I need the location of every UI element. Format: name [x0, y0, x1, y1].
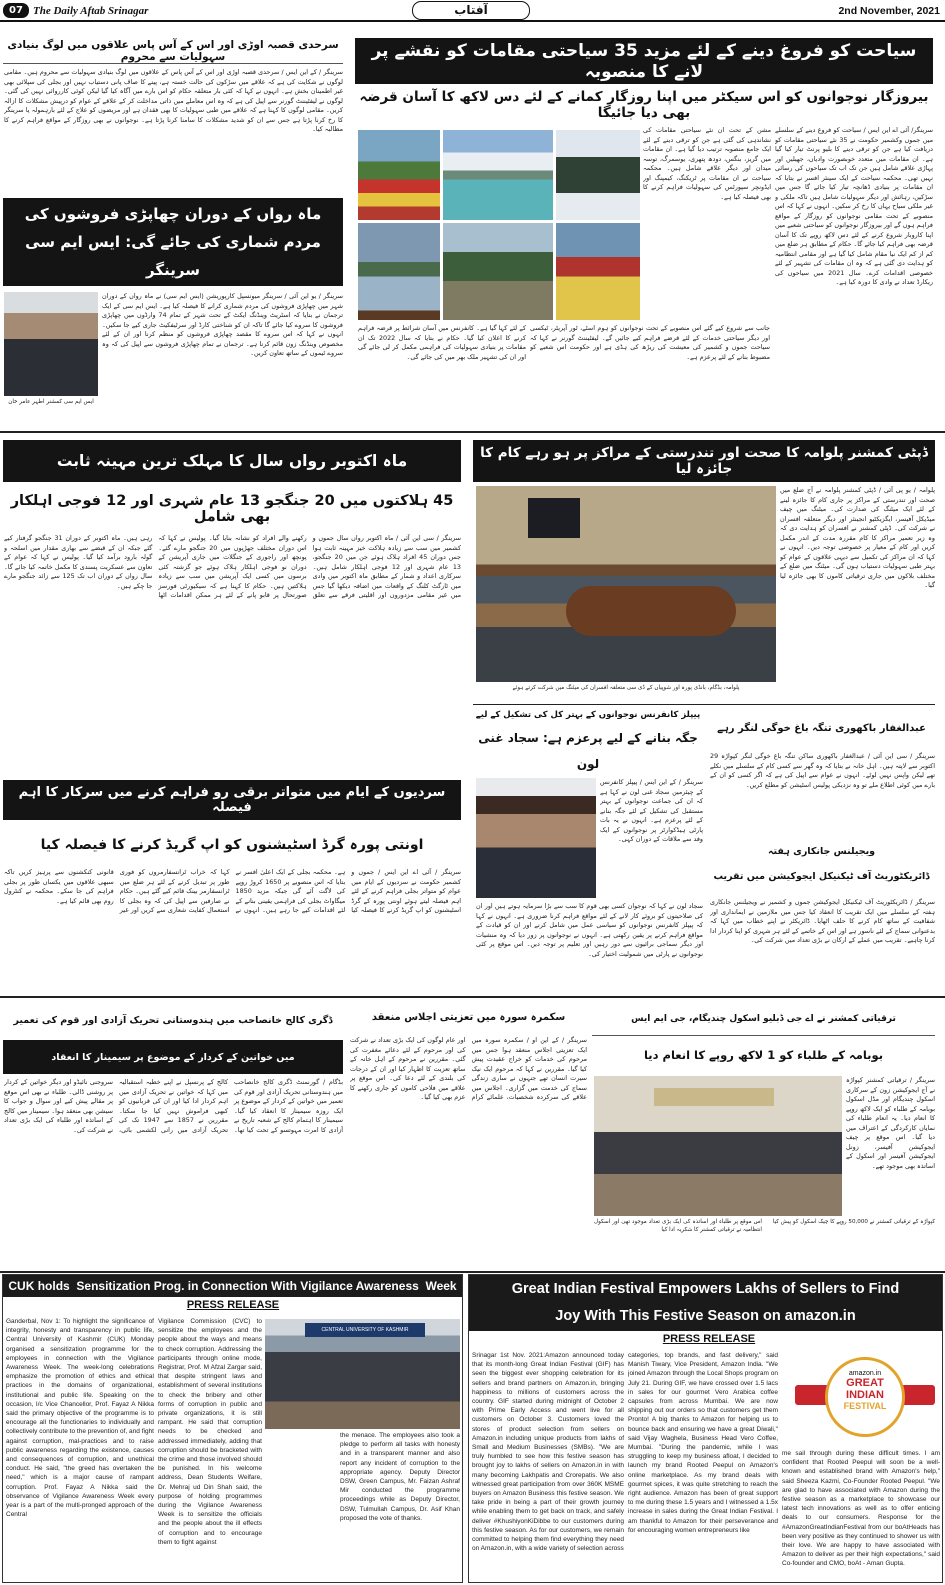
tourism-subhead: بیروزگار نوجوانوں کو اس سیکٹر میں اپنا روزگار کمانے کے لئے دس لاکھ کا آسان قرضہ بھی دیا جائیگا [359, 89, 929, 121]
meeting-table [566, 586, 736, 636]
great-indian-festival-logo [795, 1355, 935, 1445]
amazon-label: PRESS RELEASE [662, 1333, 756, 1345]
amazon-headline-line2: Joy With This Festive Season on amazon.in [555, 1308, 856, 1324]
shikara-field-photo [556, 223, 640, 320]
dc-meeting-photo [476, 486, 776, 682]
peoples-conf-headline-line1: پیپلز کانفرنس نوجوانوں کے بہتر کل کی تشکیل کے لیے [475, 710, 701, 720]
vigilance-urdu-headline-line1: ویجیلنس جانکاری ہفتہ [767, 846, 876, 857]
dc-pulwama-body: پلوامہ / یو پی آئی / ڈپٹی کمشنر پلوامہ نے آج ضلع میں صحت اور تندرستی کے مراکز پر جاری کام کا جائزہ لینے کے لئے ایک میٹنگ کی صدارت کی۔ میٹنگ میں چیف میڈیکل آفیسر، ایگزیکٹیو انجینئر اور دیگر متعلقہ افسران نے شرکت کی۔ ڈپٹی کمشنر نے افسران کو ہدایت دی کہ وہ زیر تعمیر مراکز کا کام مقررہ مدت کے اندر مکمل کریں اور کام کے معیار پر خصوصی توجہ دیں۔ انہوں نے کہا کہ ان مراکز کی تکمیل سے دیہی علاقوں کے عوام کو بہتر طبی سہولیات دستیاب ہوں گی۔ میٹنگ میں ضلع کے مختلف بلاکوں میں جاری ترقیاتی کاموں کا بھی جائزہ لیا گیا۔ [780, 486, 935, 589]
chandigam-photo-caption-right: کپواڑہ کے ترقیاتی کمشنر نے 50,000 روپے کا چیک اسکول کو پیش کیا [772, 1219, 935, 1225]
cuk-banner: CENTRAL UNIVERSITY OF KASHMIR [305, 1323, 425, 1337]
amazon-box [468, 1274, 943, 1583]
chandigam-photo-caption-left: اس موقع پر طلباء اور اساتذہ کی ایک بڑی تعداد موجود تھی اور اسکول انتظامیہ نے ترقیاتی کمشنر کا شکریہ ادا کیا [594, 1219, 762, 1233]
dc-pulwama-headline: ڈپٹی کمشنر پلوامہ کا صحت اور تندرستی کے مراکز پر ہو رہے کام کا جائزہ لیا [473, 440, 935, 482]
logo-amazon-text: amazon.in [848, 1370, 882, 1377]
degree-college-headline-line2: میں خواتین کے کردار کے موضوع پر سیمینار کا انعقاد [3, 1040, 343, 1074]
vendors-photo-caption: ایس ایم سی کمشنر اطہر عامر خان [8, 399, 94, 405]
tourism-body-bottom-right: جانب سے شروع کیے گئے اس منصوبے کے تحت نوجوانوں کو ہوم اسٹے، ٹور آپریٹر، ٹیکسی اور دیگر سیاحتی خدمات کے لئے قرضے فراہم کیے جائیں گے۔ لیفٹیننٹ گورنر نے کہا کہ سیاحت جموں و کشمیر کی معیشت کی ریڑھ کی ہڈی ہے اور حکومت اس شعبے کو مضبوط بنانے کے لئے پرعزم ہے۔ [530, 324, 770, 361]
chandigam-body: سرینگر / ترقیاتی کمشنر کپواڑہ نے آج ایجوکیشن زون کے سرکاری اسکول چندیگام اور مڈل اسکول بوبامہ کے طلباء کو ایک لاکھ روپے کا انعام دیا۔ یہ انعام طلباء کی نمایاں کارکردگی کے اعتراف میں دیا گیا۔ اس موقع پر چیف ایجوکیشن آفیسر، زونل ایجوکیشن آفیسر اور اسکول کے اساتذہ بھی موجود تھے۔ [846, 1076, 935, 1170]
abdul-ghaffar-headline: عبدالغفار باکھوری تنگہ باغ خوگی لنگر رہے [717, 722, 926, 734]
amazon-headline [469, 1275, 942, 1331]
cuk-event-photo [265, 1319, 460, 1429]
vendors-headline [3, 198, 343, 286]
chandigam-headline-line2: بوبامہ کے طلباء کو 1 لاکھ روپے کا انعام دیا [643, 1048, 884, 1062]
sajad-lone-photo [476, 778, 596, 898]
divider [0, 1271, 945, 1273]
masthead-logo: آفتاب [412, 1, 530, 20]
peoples-conf-headline [473, 708, 703, 774]
masthead [0, 0, 945, 22]
peoples-conf-body-top: سرینگر / کے این ایس / پیپلز کانفرنس کے چیئرمین سجاد غنی لون نے کہا ہے کہ ان کی جماعت نوجوانوں کے بہتر مستقبل کی تشکیل کے لئے جگہ بنانے کے لئے پرعزم ہے۔ انہوں نے یہ بات پارٹی ہیڈکوارٹر پر نوجوانوں کے ایک وفد سے ملاقات کے دوران کہی۔ [600, 778, 703, 843]
sukru-body: سرینگر / کے این او / سکمرہ سورہ میں ایک تعزیتی اجلاس منعقد ہوا جس میں مرحوم کی خدمات کو خراج عقیدت پیش کیا گیا۔ مقررین نے کہا کہ مرحوم ایک نیک سیرت انسان تھے جنہوں نے ساری زندگی سماج کی خدمت میں گزاری۔ اجلاس میں علاقے کی سرکردہ شخصیات، علمائے کرام اور عام لوگوں کی ایک بڑی تعداد نے شرکت کی اور مرحوم کے لئے دعائے مغفرت کی گئی۔ مقررین نے مرحوم کے اہل خانہ کے ساتھ تعزیت کا اظہار کیا اور ان کے درجات کی بلندی کے لئے دعا کی۔ اس موقع پر علاقے میں فلاحی کاموں کو جاری رکھنے کا عزم بھی کیا گیا۔ [350, 1036, 587, 1101]
logo-indian-text: INDIAN [846, 1389, 884, 1401]
meeting-screen [528, 498, 580, 538]
tourism-body-mid: مشن کے تحت ان نئے سیاحتی مقامات کی نشاندہی کی گئی ہے جن کو ترقی دینے کے لئے ایک جامع منصوبہ ترتیب دیا گیا ہے۔ ان مقامات میں گریز، بنگس، دودھ پتھری، یوسمرگ، توسہ میدان اور دیگر علاقے شامل ہیں۔ محکمہ سیاحت نے ان مقامات پر ٹریکنگ، کیمپنگ اور ایڈونچر سپورٹس کی سہولیات فراہم کرنے کا بھی فیصلہ کیا ہے۔ [643, 126, 771, 201]
amazon-col3: me sail through during these difficult times. I am confident that Rooted Peepul will soon be a well-known and established brand with Amazon's help," said Sheeza Kazmi, Co-Founder Rooted Peepul. "We are glad to have associated with Amazon during the festive season as a marketplace to showcase our latest tech innovations as well as to offer enticing deals to our consumers. Response for the #AmazonGreatIndianFestival from our boAtHeads has been very positive as they continued to shower us with their love. We are happy to have associated with Amazon to deliver as per their high expectations," said Co-founder and CMO, boAt - Aman Gupta. [782, 1450, 940, 1568]
valley-stream-photo [443, 223, 553, 320]
logo-festival-text: FESTIVAL [843, 1401, 887, 1411]
paper-name: The Daily Aftab Srinagar [33, 5, 149, 17]
cuk-col3: the menace. The employees also took a pledge to perform all tasks with honesty and in a transparent manner and also report any incident of corruption to the appropriate agency. Deputy Director DSW, Green Campus, Mr. Faizan Ashraf Mir conducted the programme proceedings while as Deputy Director, DSW, Tulmullah Campus, Dr. Asif Khan proposed the vote of thanks. [340, 1432, 460, 1522]
october-subhead: 45 ہلاکتوں میں 20 جنگجو 13 عام شہری اور 12 فوجی اہلکار بھی شامل [10, 493, 454, 525]
power-subhead: اونتی پورہ گرڈ اسٹیشنوں کو اپ گریڈ کرنے کا فیصلہ کیا [40, 837, 424, 853]
degree-college-headline-line1: ڈگری کالج خانصاحب میں ہندوستانی تحریک آزادی اور قوم کی تعمیر [13, 1014, 333, 1026]
dc-pulwama-photo-caption: پلوامہ، بڈگام، بانڈی پورہ اور شوپیاں کے ڈی سی متعلقہ افسران کی میٹنگ میں شرکت کرتے ہوئے [512, 685, 740, 691]
tourism-body-bottom-left: کے لئے کہا گیا ہے۔ کانفرنس میں آسان شرائط پر قرضہ فراہم کرنے کا اعلان کیا گیا۔ حکام نے بتایا کہ سال 2022 تک ان مقامات پر بنیادی سہولیات کی فراہمی مکمل کر لی جائے گی اور ان کی تشہیر ملک بھر میں کی جائے گی۔ [358, 324, 526, 361]
boat-lake-photo [358, 223, 440, 320]
logo-great-text: GREAT [846, 1377, 884, 1389]
divider [0, 996, 945, 998]
tourism-body-right: سرینگر/ آئی اے این ایس / سیاحت کو فروغ دینے کے سلسلے میں جموں وکشمیر حکومت نے 35 نئے سیاحتی مقامات کو دریافت کیا ہے جن کو ترقی دینے کا بلیو پرنٹ تیار کیا گیا ہے۔ ان مقامات میں متعدد خوبصورت وادیاں، جھیلیں اور پہاڑی علاقے شامل ہیں جن تک اب تک سیاحوں کی رسائی نہیں تھی۔ محکمہ سیاحت کے ایک سینئر افسر نے بتایا کہ ان مقامات پر بنیادی ڈھانچہ تیار کیا جائے گا جس میں سڑکیں، رہائش اور دیگر سہولیات شامل ہیں تاکہ ملکی و غیر ملکی سیاح یہاں کا رخ کر سکیں۔ انہوں نے کہا کہ اس منصوبے کے تحت مقامی نوجوانوں کو روزگار کے مواقع فراہم ہوں گے اور بیروزگار نوجوانوں کو سیاحتی شعبے میں اپنا کاروبار شروع کرنے کے لئے دس لاکھ روپے تک کا آسان قرضہ بھی فراہم کیا جائے گا۔ حکام کے مطابق ہر ضلع میں کم از کم ایک نیا مقام شامل کیا گیا ہے اور مقامی انتظامیہ کو ہدایت دی گئی ہے کہ وہ ان مقامات کی تشہیر کے لئے خصوصی اقدامات کرے۔ سال 2021 میں سیاحوں کی ریکارڈ تعداد نے وادی کا دورہ کیا ہے۔ [775, 126, 933, 286]
students-award-photo [594, 1076, 842, 1216]
cuk-col1: Ganderbal, Nov 1: To highlight the significance of integrity, honesty and transparency in public life, Central University of Kashmir (CUK) Monday organised a sensitization programme for the employees in connection with the Vigilance Awareness Week. The week-long celebrations emphasize the promotion of ethics and ethical practices in the domains of organizational, institutional and public life. Speaking on the occasion, I/c Vice Chancellor, Prof. Fayaz A Nikka said the primary objective of the programme is to encourage all the functionaries to individually and collectively contribute to the prevention of, and fight against corruption, mal-practices and to raise public awareness regarding the existence, causes and consequences of corruption, and unethical conduct. He said, "the greed has overtaken the need," which is a major cause of rampant corruption. Prof. Fayaz A Nikka said the observance of Vigilance Awareness Week every year is a part of the multi-pronged approach of the Central [6, 1318, 154, 1519]
logo-circle [825, 1357, 905, 1437]
october-headline: ماہ اکتوبر رواں سال کا مہلک ترین مہینہ ثابت [3, 440, 461, 482]
vendors-body: سرینگر / یو این آئی / سرینگر میونسپل کارپوریشن (ایس ایم سی) نے ماہ رواں کے دوران شہر میں چھاپڑی فروشوں کی مردم شماری کرانے کا فیصلہ کیا ہے۔ ایس ایم سی کے ایک ترجمان نے بتایا کہ اسٹریٹ وینڈنگ ایکٹ کے تحت شہر کے تمام 74 وارڈوں میں چھاپڑی فروشوں کا سروے کیا جائے گا تاکہ ان کو شناختی کارڈ اور سرٹیفکیٹ جاری کیے جا سکیں۔ انہوں نے کہا کہ اس سروے کا مقصد چھاپڑی فروشوں کو منظم کرنا اور ان کے لئے مخصوص وینڈنگ زون قائم کرنا ہے۔ ترجمان نے تمام چھاپڑی فروشوں سے اپیل کی کہ وہ سروے ٹیموں کے ساتھ تعاون کریں۔ [102, 292, 343, 357]
basic-facilities-body: سرینگر / کے این ایس / سرحدی قصبہ اوڑی اور اس کے آس پاس کے علاقوں میں لوگ بنیادی سہولیات سے محروم ہیں۔ مقامی لوگوں نے شکایت کی ہے کہ علاقے میں سڑکوں کی حالت خستہ ہے، پینے کا صاف پانی دستیاب نہیں اور بجلی کی سپلائی بھی غیر اطمینان بخش ہے۔ انہوں نے کہا کہ کئی بار متعلقہ حکام کو اس بارے میں آگاہ کیا گیا لیکن کوئی کارروائی نہیں کی گئی۔ لوگوں نے لیفٹیننٹ گورنر سے اپیل کی ہے کہ وہ اس معاملے میں ذاتی مداخلت کر کے علاقے کے عوام کو درپیش مشکلات کا ازالہ کریں۔ مقامی لوگوں کا کہنا ہے کہ علاقے میں طبی سہولیات کا بھی فقدان ہے اور مریضوں کو علاج کے لئے بارہمولہ یا سرینگر کا رخ کرنا پڑتا ہے جس سے ان کو شدید مشکلات کا سامنا کرنا پڑتا ہے۔ نوجوانوں نے بھی روزگار کے مواقع فراہم کرنے کا مطالبہ کیا۔ [4, 68, 343, 133]
snow-forest-photo [556, 130, 640, 220]
tourism-photo-collage [358, 130, 640, 320]
power-headline: سردیوں کے ایام میں متواتر برقی رو فراہم کرنے میں سرکار کا اہم فیصلہ [3, 780, 461, 820]
degree-college-body: بڈگام / گورنمنٹ ڈگری کالج خانصاحب میں ہندوستانی تحریک آزادی اور قوم کی تعمیر میں خواتین کے کردار کے موضوع پر ایک روزہ سیمینار کا انعقاد کیا گیا۔ سیمینار کا اہتمام کالج کے شعبہ تاریخ نے آزادی کا امرت مہوتسو کے تحت کیا تھا۔ کالج کے پرنسپل نے اپنے خطبہ استقبالیہ میں کہا کہ خواتین نے تحریک آزادی میں اہم کردار ادا کیا اور ان کی قربانیوں کو کبھی فراموش نہیں کیا جا سکتا۔ مقررین نے 1857 سے 1947 تک کی تحریک آزادی میں رانی لکشمی بائی، سروجنی نائیڈو اور دیگر خواتین کے کردار پر روشنی ڈالی۔ طلباء نے بھی اس موقع پر مقالے پیش کیے اور سوال و جواب کا سیشن بھی منعقد ہوا۔ سیمینار میں کالج کے اساتذہ اور طلباء کی ایک بڑی تعداد نے شرکت کی۔ [4, 1078, 343, 1134]
peoples-conf-headline-line2: جگہ بنانے کے لیے پرعزم ہے: سجاد غنی لون [478, 731, 698, 771]
vigilance-urdu-headline [708, 832, 935, 896]
cuk-col2: Vigilance Commission (CVC) to sensitize the employees and the people about the ways and means to check corruption. Addressing the participants through online mode, Registrar, Prof. M Afzal Zargar said, that despite stringent laws and establishment of several institutions to check the bribery and other forms of corruption in public and private organizations, it is still rampant. He said that corruption needs to be checked and addressed immediately, adding that corruption should be bracketed with the crime and those involved should be punished. In his welcome address, Dean Students Welfare, Dr. Mehraj ud Din Shah said, the purpose of holding programmes during the Vigilance Awareness Week is to sensitize the officials and the people about the ill effects of corruption and to encourage them to fight against [158, 1318, 262, 1546]
amazon-headline-line1: Great Indian Festival Empowers Lakhs of Sellers to Find [511, 1281, 900, 1297]
cuk-box [2, 1274, 463, 1583]
amazon-col2: categories, top brands, and fast delivery," said Manish Tiwary, Vice President, Amazon India. "We joined Amazon through the Local Shops program on July 21. During GIF, we have crossed over 1.5 lacs in sales for our gourmet Vero Arabica coffee capsules from across Mumbai. We are now shipping out our orders so that customers get them Pronto! A big thanks to Amazon for helping us to bounce back and ensuring we have a great Diwali," said Vijay Waghela, Business Head Vero Coffee, Mumbai. "During the pandemic, while I was struggling to keep my business afloat, I decided to launch my brand Rooted Peepul on Amazon's online marketplace. As my brand deals with gourmet spices, it was quite stretching to reach the right audience. Amazon has been of great support to me during these 1.5 years and I witnessed a 1.5x increase in sales during the Great Indian Festival. I am thankful to Amazon for their perseverance and for encouraging women entrepreneurs like [628, 1352, 778, 1534]
vendors-headline-line1: ماہ رواں کے دوران چھاپڑی فروشوں کی [24, 205, 322, 223]
award-banner [654, 1088, 774, 1106]
chandigam-headline-line1: ترقیاتی کمشنر نے اے جی ڈبلیو اسکول چندیگام، جی ایم ایس [592, 1002, 935, 1036]
divider [0, 431, 945, 433]
page-number: 07 [3, 3, 29, 18]
vendors-headline-line2: مردم شماری کی جائے گی: ایس ایم سی سرینگر [25, 233, 321, 279]
divider [473, 704, 935, 705]
mountain-lake-photo [443, 130, 553, 220]
vigilance-urdu-body: سرینگر / ڈائریکٹوریٹ آف ٹیکنیکل ایجوکیشن جموں و کشمیر نے ویجیلنس جانکاری ہفتہ کے سلسلے میں ایک تقریب کا انعقاد کیا جس میں ملازمین نے ایمانداری اور شفافیت کے ساتھ کام کرنے کا حلف اٹھایا۔ ڈائریکٹر نے اپنے خطاب میں کہا کہ بدعنوانی سماج کے لئے ناسور ہے اور اس کے خاتمے کے لئے ہر شہری کو اپنا کردار ادا کرنا چاہیے۔ تقریب میں عملے کے ارکان نے بڑی تعداد میں شرکت کی۔ [710, 898, 935, 944]
cuk-headline: CUK holds Sensitization Prog. in Connection With Vigilance Awareness Week [3, 1275, 462, 1297]
power-body: سرینگر / آئی اے این ایس / جموں و کشمیر حکومت نے سردیوں کے ایام میں عوام کو متواتر بجلی فراہم کرنے کے لئے اہم فیصلہ لیتے ہوئے اونتی پورہ کے گرڈ اسٹیشنوں کو اپ گریڈ کرنے کا فیصلہ کیا ہے۔ محکمہ بجلی کے ایک اعلیٰ افسر نے بتایا کہ اس منصوبے پر 1650 کروڑ روپے کی لاگت آئے گی جبکہ مزید 1850 میگاواٹ بجلی کی فراہمی یقینی بنانے کے لئے اقدامات کیے جا رہے ہیں۔ انہوں نے کہا کہ خراب ٹرانسفارمروں کو فوری طور پر تبدیل کرنے کے لئے ہر ضلع میں ٹرانسفارمر بینک قائم کیے گئے ہیں۔ حکام نے صارفین سے اپیل کی کہ وہ بجلی کا استعمال کفایت شعاری سے کریں اور غیر قانونی کنکشنوں سے پرہیز کریں تاکہ سبھی علاقوں میں یکساں طور پر بجلی فراہم کی جا سکے۔ محکمہ نے کنٹرول روم بھی قائم کیا ہے۔ [4, 868, 461, 914]
cuk-label: PRESS RELEASE [186, 1299, 280, 1311]
abdul-ghaffar-body: سرینگر / سی این آئی / عبدالغفار باکھوری ساکن تنگہ باغ خوگی لنگر کپواڑہ 29 اکتوبر سے لاپتہ ہیں۔ اہل خانہ نے بتایا کہ وہ گھر سے کسی کام کے سلسلے میں نکلے تھے لیکن واپس نہیں لوٹے۔ انہوں نے عوام سے اپیل کی ہے کہ اگر کسی کو ان کے بارے میں کوئی اطلاع ملے تو وہ نزدیکی پولیس اسٹیشن کو مطلع کریں۔ [710, 752, 935, 789]
sukru-headline: سکمرہ سورہ میں تعزیتی اجلاس منعقد [371, 1011, 566, 1023]
basic-facilities-headline: سرحدی قصبہ اوڑی اور اس کے آس پاس علاقوں میں لوگ بنیادی سہولیات سے محروم [3, 38, 343, 64]
issue-date: 2nd November, 2021 [838, 5, 940, 17]
tourism-headline: سیاحت کو فروغ دینے کے لئے مزید 35 سیاحتی مقامات کو نقشے پر لانے کا منصوبہ [355, 38, 933, 84]
october-body: سرینگر / سی این آئی / ماہ اکتوبر رواں سال جموں و کشمیر میں سب سے زیادہ ہلاکت خیز مہینہ ثابت ہوا جس دوران 45 افراد ہلاک ہوئے جن میں 20 جنگجو، 13 عام شہری اور 12 فوجی اہلکار شامل ہیں۔ سرکاری اعداد و شمار کے مطابق ماہ اکتوبر میں وادی میں ٹارگٹ کلنگ کے واقعات میں اضافہ دیکھا گیا جس میں غیر مقامی مزدوروں اور اقلیتی فرقے سے تعلق رکھنے والے افراد کو نشانہ بنایا گیا۔ پولیس نے کہا کہ اس دوران مختلف جھڑپوں میں 20 جنگجو مارے گئے۔ پونچھ اور راجوری کے جنگلات میں جاری آپریشن کے دوران نو فوجی اہلکار ہلاک ہوئے جو گزشتہ کئی برسوں میں کسی ایک آپریشن میں سب سے زیادہ ہلاکتیں ہیں۔ حکام کا کہنا ہے کہ سیکیورٹی فورسز صورتحال پر قابو پانے کے لئے ہر ممکن اقدامات اٹھا رہی ہیں۔ ماہ اکتوبر کے دوران 31 جنگجو گرفتار کیے گئے جبکہ ان کے قبضے سے بھاری مقدار میں اسلحہ و گولہ بارود برآمد کیا گیا۔ پولیس نے کہا کہ عوام کے تعاون سے عسکریت پسندی کا مکمل خاتمہ کیا جائے گا۔ سال رواں کے دوران اب تک 125 سے زائد جنگجو مارے جا چکے ہیں۔ [4, 534, 461, 599]
amazon-col1: Srinagar 1st Nov. 2021:Amazon announced today that its month-long Great Indian Festival (GIF) has seen the biggest ever shopping celebration for its sellers and brand partners on Amazon.in, bringing happiness to millions of customers across the country. GIF started during midnight of October 2 with Prime Early Access and went live for all customers on October 3. Customers loved the stores of product selection from sellers on Amazon.in including unique products from lakhs of Small and Medium Businesses (SMBs). "We are truly humbled to see how this festive season has brought joy to lakhs of sellers on Amazon.in in with many becoming Lakhpatis and Crorepatis. We also witnessed great participation from over 360K MSME buyers on Amazon Business this festive season. We take pride in being a part of their growth journey while enabling them to get back on track, and safely deliver #KhushiyonKiDibbe to our customers during this festive season. As for our customers, we remain committed to helping them find everything they need on Amazon.in, with a wide variety of selection across [472, 1352, 624, 1553]
peoples-conf-body-bottom: سجاد لون نے کہا کہ نوجوان کسی بھی قوم کا سب سے بڑا سرمایہ ہوتے ہیں اور ان کی صلاحیتوں کو بروئے کار لانے کے لئے مواقع فراہم کرنا ضروری ہے۔ انہوں نے کہا کہ پیپلز کانفرنس نوجوانوں کو سیاسی عمل میں شامل کرنے اور ان کو قیادت کے مواقع فراہم کرنے پر یقین رکھتی ہے۔ انہوں نے نوجوانوں پر زور دیا کہ وہ منشیات اور دیگر سماجی برائیوں سے دور رہیں اور تعلیم پر توجہ دیں۔ اس موقع پر کئی نوجوانوں نے پارٹی میں شمولیت اختیار کی۔ [476, 902, 703, 958]
tulip-garden-photo [358, 130, 440, 220]
smc-commissioner-photo [4, 292, 98, 396]
vigilance-urdu-headline-line2: ڈائریکٹوریٹ آف ٹیکنیکل ایجوکیشن میں تقریب [713, 871, 930, 882]
